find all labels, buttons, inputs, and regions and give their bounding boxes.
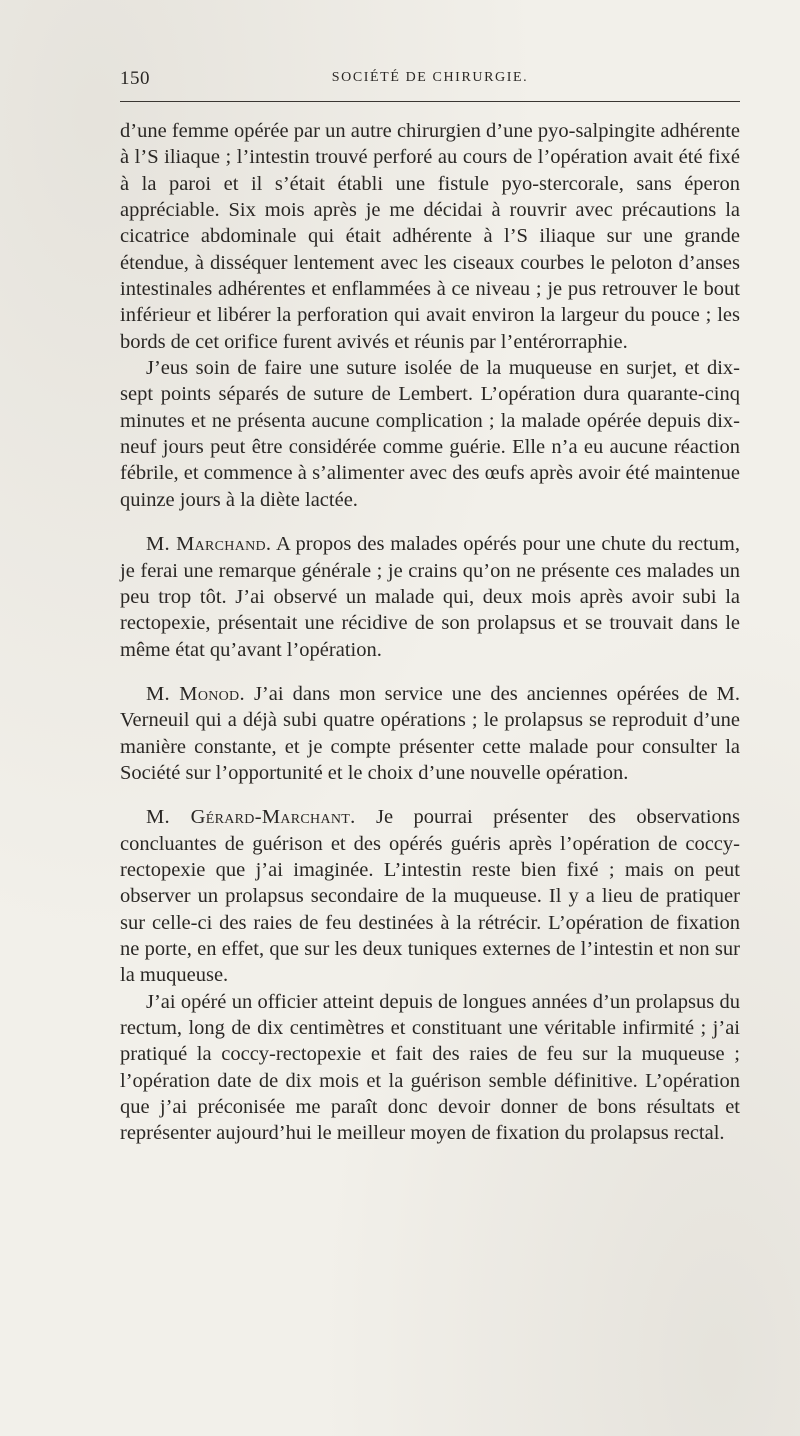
paragraph-gerard-marchant bbox=[120, 804, 740, 988]
paragraph-suture bbox=[120, 355, 740, 513]
paragraph-text: d’une femme opérée par un autre chirurgien d’une pyo-salpingite adhérente à l’S iliaque ; l’intestin trouvé perforé au cours de l’opération avait été fixé à la paroi et il s’était établi une fistule pyo-stercorale, sans éperon appréciable. Six mois après je me décidai à rouvrir avec précautions la cicatrice abdominale qui était adhérente à l’S iliaque sur une grande étendue, à disséquer lentement avec les ciseaux courbes le peloton d’anses intestinales adhérentes et enflammées à ce niveau ; je pus retrouver le bout inférieur et libérer la perforation qui avait environ la largeur du pouce ; les bords de cet orifice furent avivés et réunis par l’entérorraphie. bbox=[120, 120, 740, 353]
paragraph-text: J’ai dans mon service une des anciennes opérées de M. Verneuil qui a déjà subi quatre opérations ; le prolapsus se reproduit d’une manière constante, et je compte présenter cette malade pour consulter la Société sur l’opportunité et le choix d’une nouvelle opération. bbox=[120, 682, 740, 784]
speaker-name: M. Marchand. bbox=[146, 533, 272, 556]
journal-title: SOCIÉTÉ DE CHIRURGIE. bbox=[331, 70, 529, 85]
running-head bbox=[120, 68, 740, 92]
paragraph-text: A propos des malades opérés pour une chute du rectum, je ferai une remarque générale ; je crains qu’on ne présente ces malades un peu trop tôt. J’ai observé un malade qui, deux mois après avoir subi la rectopexie, présentait une récidive de son prolapsus et se trouvait dans le même état qu’avant l’opération. bbox=[120, 533, 740, 661]
paragraph-continuation bbox=[120, 118, 740, 355]
paragraph-monod bbox=[120, 681, 740, 786]
paragraph-text: Je pourrai présenter des observations concluantes de guérison et des opérés guéris après l’opération de coccy-rectopexie que j’ai imaginée. L’intestin reste bien fixé ; mais on peut observer un prolapsus secondaire de la muqueuse. Il y a lieu de pratiquer sur celle-ci des raies de feu destinées à la rétrécir. L’opération de fixation ne porte, en effet, que sur les deux tuniques externes de l’intestin et non sur la muqueuse. bbox=[120, 806, 741, 987]
paragraph-text: J’eus soin de faire une suture isolée de la muqueuse en surjet, et dix-sept points séparés de suture de Lembert. L’opération dura quarante-cinq minutes et ne présenta aucune complication ; la malade opérée depuis dix-neuf jours peut être considérée comme guérie. Elle n’a eu aucune réaction fébrile, et commence à s’alimenter avec des œufs après avoir été maintenue quinze jours à la diète lactée. bbox=[120, 357, 740, 511]
paragraph-officier bbox=[120, 989, 740, 1147]
page-number: 150 bbox=[120, 68, 150, 89]
speaker-name: M. Gérard-Marchant. bbox=[146, 806, 356, 829]
body-text bbox=[120, 118, 740, 1147]
header-rule bbox=[120, 101, 740, 102]
paragraph-marchand bbox=[120, 531, 740, 663]
speaker-name: M. Monod. bbox=[146, 682, 245, 705]
paragraph-text: J’ai opéré un officier atteint depuis de longues années d’un prolapsus du rectum, long de dix centimètres et constituant une véritable infirmité ; j’ai pratiqué la coccy-rectopexie et fait des raies de feu sur la muqueuse ; l’opération date de dix mois et la guérison semble définitive. L’opération que j’ai préconisée me paraît donc devoir donner de bons résultats et représenter aujourd’hui le meilleur moyen de fixation du prolapsus rectal. bbox=[120, 990, 740, 1145]
